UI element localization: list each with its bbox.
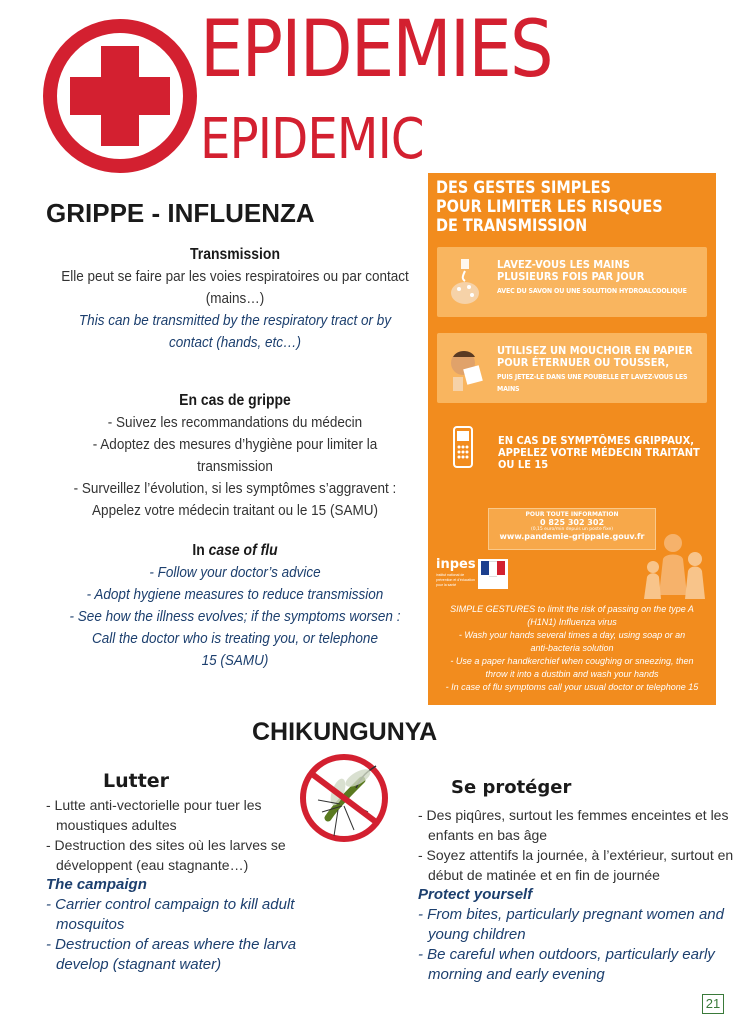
hand-washing-icon	[447, 257, 483, 307]
no-mosquito-icon	[298, 752, 390, 844]
flag-white	[489, 561, 497, 577]
poster-en-line: - Use a paper handkerchief when coughing or sneezing, then	[450, 656, 694, 666]
proteger-fr-item: - Soyez attentifs la journée, à l’extérieur, surtout en début de matinée et en fin de journée	[418, 847, 734, 883]
family-silhouette-icon	[633, 525, 713, 605]
poster-card-title	[497, 345, 704, 395]
flu-case-en-title	[60, 540, 411, 562]
inpes-logo: inpes	[436, 557, 476, 572]
prevention-poster	[428, 173, 716, 705]
info-box	[488, 508, 656, 550]
tissue-icon	[447, 343, 483, 393]
poster-card-tissue	[437, 333, 707, 403]
page-title: EPIDEMIES	[200, 5, 552, 95]
poster-en-line: anti-bacteria solution	[530, 643, 614, 653]
info-url: www.pandemie-grippale.gouv.fr	[499, 532, 645, 541]
poster-card-title-line: LAVEZ-VOUS LES MAINS	[497, 258, 630, 271]
flu-case-fr-title: En cas de grippe	[179, 392, 291, 409]
flu-case-en-line: - See how the illness evolves; if the symptoms worsen :	[69, 608, 401, 625]
campaign-heading: The campaign	[46, 876, 147, 893]
lutter-column	[46, 795, 306, 975]
poster-card-subtitle: PUIS JETEZ-LE DANS UNE POUBELLE ET LAVEZ-VOUS LES MAINS	[497, 373, 688, 393]
flu-case-en-block	[40, 540, 430, 672]
flu-case-fr-line: - Suivez les recommandations du médecin	[107, 414, 363, 431]
poster-en-line: SIMPLE GESTURES to limit the risk of passing on the type A	[450, 604, 694, 614]
transmission-en-line: contact (hands, etc…)	[168, 334, 302, 351]
poster-heading	[436, 179, 663, 236]
poster-card-doctor	[498, 435, 705, 471]
poster-card-subtitle: AVEC DU SAVON OU UNE SOLUTION HYDROALCOOLIQUE	[497, 287, 687, 295]
poster-en-line: - In case of flu symptoms call your usual doctor or telephone 15	[445, 682, 699, 692]
flu-case-fr-line: - Adoptez des mesures d’hygiène pour limiter la transmission	[92, 436, 378, 475]
lutter-fr-item: - Destruction des sites où les larves se développent (eau stagnante…)	[46, 837, 286, 873]
poster-en-line: throw it into a dustbin and wash your hands	[485, 669, 659, 679]
proteger-heading: Se protéger	[451, 777, 572, 798]
transmission-title: Transmission	[190, 246, 280, 263]
phone-icon	[452, 425, 474, 469]
info-label: POUR TOUTE INFORMATION	[525, 511, 619, 518]
poster-english-summary	[432, 603, 712, 694]
protect-heading: Protect yourself	[418, 886, 533, 903]
chikungunya-heading: CHIKUNGUNYA	[252, 718, 438, 746]
flu-case-fr-block	[40, 390, 430, 522]
proteger-fr-item: - Des piqûres, surtout les femmes enceintes et les enfants en bas âge	[418, 807, 729, 843]
transmission-en-line: This can be transmitted by the respiratory tract or by	[78, 312, 392, 329]
influenza-heading: GRIPPE - INFLUENZA	[46, 198, 315, 228]
info-phone: 0 825 302 302	[539, 518, 605, 527]
poster-card-title-line: EN CAS DE SYMPTÔMES GRIPPAUX,	[498, 434, 695, 447]
page-number: 21	[702, 994, 724, 1014]
campaign-en-item: - Carrier control campaign to kill adult mosquitos	[46, 896, 295, 933]
inpes-logo-caption: institut national de prévention et d'éducation pour la santé	[436, 573, 476, 587]
flu-case-en-line: - Follow your doctor’s advice	[149, 564, 321, 581]
transmission-block	[40, 244, 430, 354]
info-rate: (0,15 euro/min depuis un poste fixe)	[530, 527, 614, 532]
proteger-column	[418, 805, 738, 985]
campaign-en-item: - Destruction of areas where the larva develop (stagnant water)	[46, 936, 297, 973]
flag-red	[497, 561, 505, 575]
flu-case-fr-line: Appelez votre médecin traitant ou le 15 (SAMU)	[92, 502, 378, 519]
poster-heading-line: DES GESTES SIMPLES	[436, 178, 611, 198]
flu-case-en-title-prefix: In	[192, 542, 205, 559]
red-cross-icon	[42, 18, 198, 174]
poster-en-line: - Wash your hands several times a day, using soap or an	[458, 630, 686, 640]
poster-card-title	[497, 259, 704, 297]
flu-case-en-line: Call the doctor who is treating you, or telephone	[92, 630, 378, 647]
poster-card-title-line: OU LE 15	[498, 458, 549, 471]
protect-en-item: - From bites, particularly pregnant women and young children	[418, 906, 724, 943]
poster-heading-line: DE TRANSMISSION	[436, 216, 588, 236]
poster-card-title-line: APPELEZ VOTRE MÉDECIN TRAITANT	[498, 446, 700, 459]
page-subtitle: EPIDEMIC	[200, 107, 424, 172]
protect-en-item: - Be careful when outdoors, particularly early morning and early evening	[418, 946, 715, 983]
poster-card-title-line: PLUSIEURS FOIS PAR JOUR	[497, 270, 645, 283]
poster-card-title-line: UTILISEZ UN MOUCHOIR EN PAPIER	[497, 344, 693, 357]
flu-case-fr-line: - Surveillez l’évolution, si les symptômes s’aggravent :	[73, 480, 397, 497]
flu-case-en-line: 15 (SAMU)	[201, 652, 269, 669]
flu-case-en-line: - Adopt hygiene measures to reduce transmission	[86, 586, 384, 603]
lutter-heading: Lutter	[103, 770, 170, 792]
poster-en-line: (H1N1) Influenza virus	[527, 617, 617, 627]
poster-card-handwash	[437, 247, 707, 317]
lutter-fr-item: - Lutte anti-vectorielle pour tuer les moustiques adultes	[46, 797, 262, 833]
poster-heading-line: POUR LIMITER LES RISQUES	[436, 197, 663, 217]
flu-case-en-title-rest: case of flu	[204, 542, 278, 559]
poster-card-title-line: POUR ÉTERNUER OU TOUSSER,	[497, 356, 670, 369]
transmission-fr-line: Elle peut se faire par les voies respiratoires ou par contact	[61, 268, 409, 285]
flag-blue	[481, 561, 489, 575]
transmission-fr-line: (mains…)	[205, 290, 265, 307]
